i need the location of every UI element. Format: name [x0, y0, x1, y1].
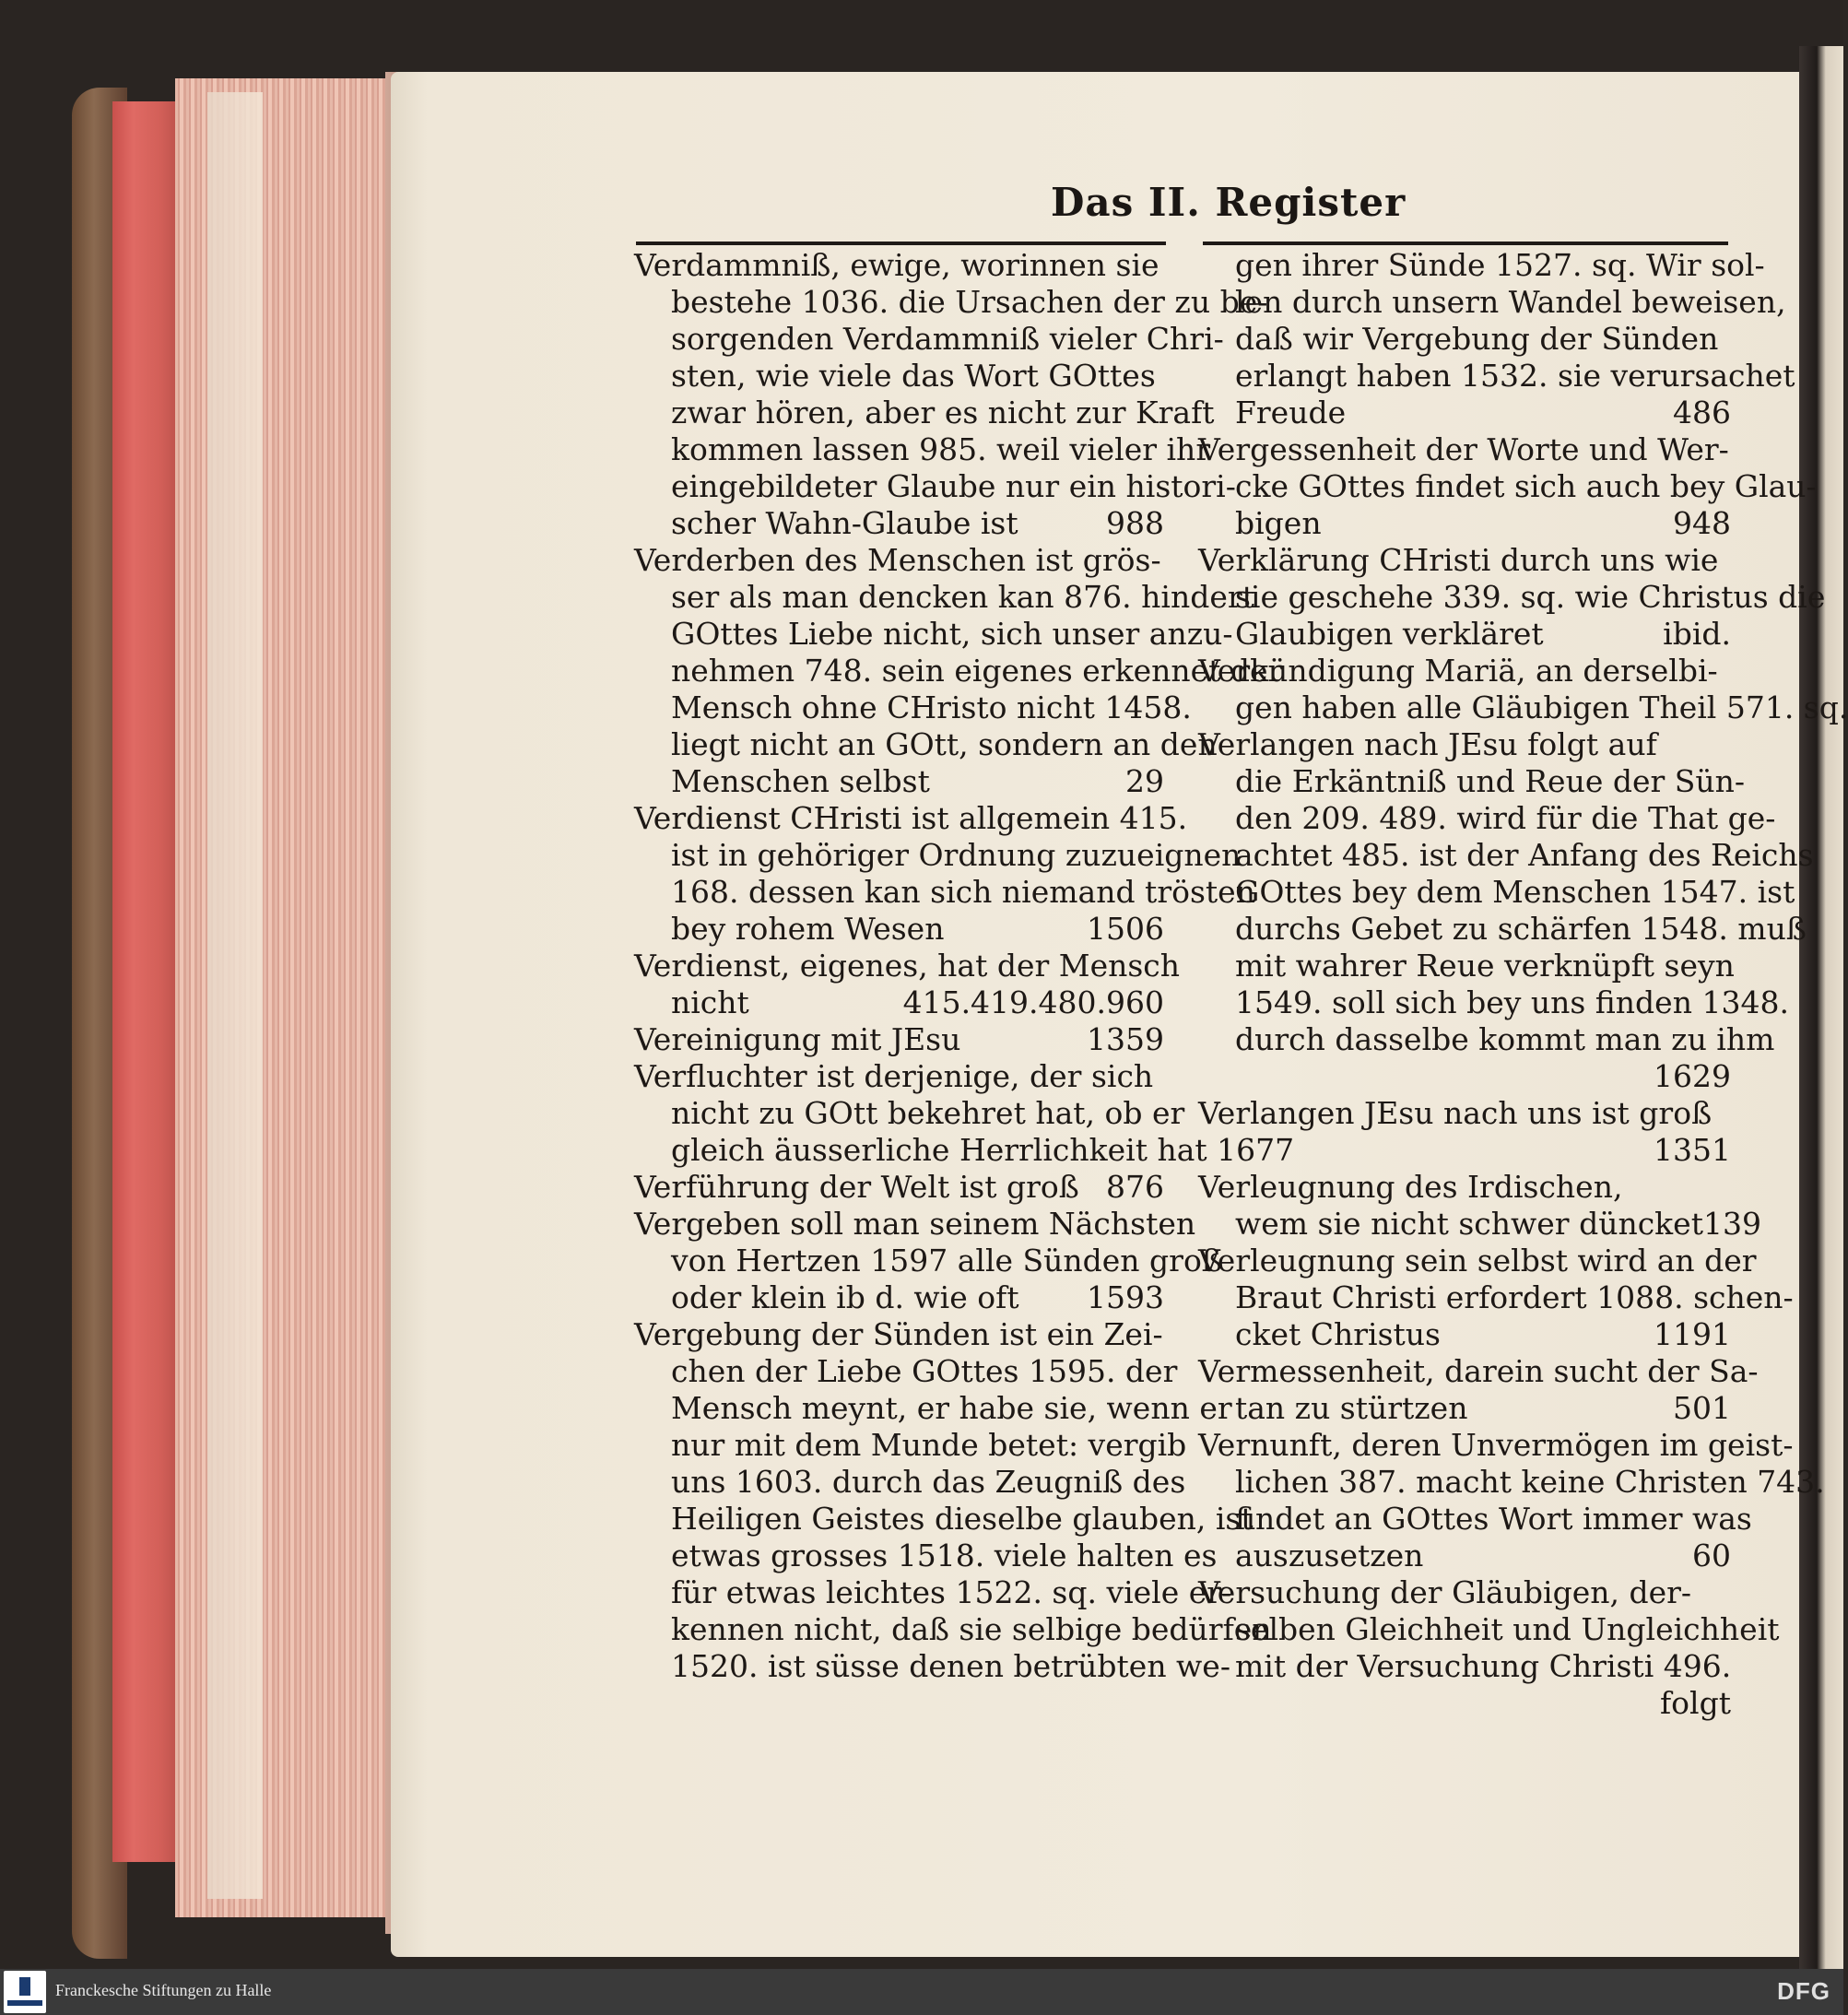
viewer-footer	[0, 1969, 1843, 2015]
index-line-text: Vergessenheit der Worte und Wer-	[1198, 431, 1729, 467]
index-line	[1198, 247, 1765, 284]
index-line-text: bey rohem Wesen	[671, 911, 945, 947]
index-line-text: kennen nicht, daß sie selbige bedürfen	[671, 1611, 1272, 1647]
red-page-edge	[112, 101, 182, 1862]
index-line	[1198, 1058, 1731, 1095]
index-line	[634, 1390, 1232, 1427]
index-line-text: achtet 485. ist der Anfang des Reichs	[1235, 837, 1814, 873]
index-page-number: 1359	[1087, 1021, 1164, 1057]
index-line	[1198, 468, 1817, 505]
index-line-text: bigen	[1235, 505, 1322, 541]
index-line	[634, 1427, 1187, 1464]
index-line-text: bestehe 1036. die Ursachen der zu be-	[671, 284, 1268, 320]
index-line	[1198, 1390, 1731, 1427]
index-page-number: 415.419.480.960	[902, 984, 1164, 1020]
index-line-text: für etwas leichtes 1522. sq. viele er-	[671, 1574, 1232, 1610]
index-line	[634, 837, 1242, 874]
index-line	[1198, 1279, 1794, 1316]
index-line-text: Verlangen JEsu nach uns ist groß	[1198, 1095, 1713, 1131]
index-line-text: zwar hören, aber es nicht zur Kraft	[671, 395, 1215, 430]
index-line-text: Heiligen Geistes dieselbe glauben, ist	[671, 1501, 1254, 1537]
index-line	[1198, 1538, 1731, 1574]
page-block-highlight	[207, 92, 263, 1899]
index-line-text: Verdienst CHristi ist allgemein 415.	[634, 800, 1188, 836]
index-line	[634, 1243, 1222, 1279]
index-line-text: cke GOttes findet sich auch bey Glau-	[1235, 468, 1817, 504]
facing-page-strip	[1799, 46, 1843, 1969]
institution-name: Franckesche Stiftungen zu Halle	[55, 1981, 272, 1999]
index-line	[634, 1132, 1295, 1169]
index-line	[1198, 284, 1786, 321]
index-line	[634, 247, 1164, 284]
index-line	[1198, 874, 1795, 911]
index-line-text: eingebildeter Glaube nur ein histori-	[671, 468, 1236, 504]
index-line-text: len durch unsern Wandel beweisen,	[1235, 284, 1786, 320]
index-line-text: Freude	[1235, 395, 1347, 430]
index-line	[634, 874, 1255, 911]
index-line-text: uns 1603. durch das Zeugniß des	[671, 1464, 1186, 1500]
index-line	[1198, 542, 1731, 579]
index-line-text: chen der Liebe GOttes 1595. der	[671, 1353, 1178, 1389]
index-line	[634, 1501, 1254, 1538]
index-line	[1198, 321, 1731, 358]
index-page-number: 1593	[1087, 1279, 1164, 1315]
index-page-number: 486	[1673, 395, 1731, 430]
index-line	[634, 1464, 1186, 1501]
index-line	[634, 984, 1164, 1021]
index-line	[1198, 1021, 1775, 1058]
index-line-text: nicht zu GOtt bekehret hat, ob er	[671, 1095, 1185, 1131]
index-line-text: Verkündigung Mariä, an derselbi-	[1198, 653, 1718, 689]
index-line-text: auszusetzen	[1235, 1538, 1424, 1573]
index-line	[634, 395, 1215, 431]
index-line	[634, 1206, 1196, 1243]
index-page-number: 876	[1106, 1169, 1164, 1205]
index-line	[634, 1169, 1164, 1206]
index-line	[634, 1058, 1164, 1095]
index-line-text: Versuchung der Gläubigen, der-	[1198, 1574, 1692, 1610]
index-line-text: Vermessenheit, darein sucht der Sa-	[1198, 1353, 1759, 1389]
index-line	[1198, 1574, 1731, 1611]
index-page-number: 1191	[1654, 1316, 1731, 1352]
index-line-text: sten, wie viele das Wort GOttes	[671, 358, 1156, 394]
index-line-text: Braut Christi erfordert 1088. schen-	[1235, 1279, 1794, 1315]
index-line-text: scher Wahn-Glaube ist	[671, 505, 1018, 541]
index-line-text: nur mit dem Munde betet: vergib	[671, 1427, 1187, 1463]
index-line-text: findet an GOttes Wort immer was	[1235, 1501, 1752, 1537]
index-line-text: wem sie nicht schwer düncket	[1235, 1206, 1703, 1242]
index-line-text: kommen lassen 985. weil vieler ihr	[671, 431, 1211, 467]
index-line-text: nicht	[671, 984, 749, 1020]
index-line	[1198, 505, 1731, 542]
index-line-text: Glaubigen verkläret	[1235, 616, 1544, 652]
index-line	[1198, 837, 1814, 874]
index-line	[1198, 431, 1731, 468]
index-line-text: ser als man dencken kan 876. hindert	[671, 579, 1254, 615]
page-header: Das II. Register	[1051, 180, 1407, 225]
index-line-text: sorgenden Verdammniß vieler Chri-	[671, 321, 1224, 357]
header-rule-right	[1203, 242, 1728, 245]
index-line	[634, 1353, 1178, 1390]
index-page-number: 1629	[1654, 1058, 1731, 1094]
index-line	[1198, 653, 1731, 689]
index-line-text: 168. dessen kan sich niemand trösten	[671, 874, 1255, 910]
index-line-text: sie geschehe 339. sq. wie Christus die	[1235, 579, 1826, 615]
index-line	[1198, 1464, 1825, 1501]
index-line-text: Verleugnung sein selbst wird an der	[1198, 1243, 1757, 1279]
index-line-text: gen ihrer Sünde 1527. sq. Wir sol-	[1235, 247, 1765, 283]
index-line	[634, 468, 1236, 505]
index-line-text: GOttes bey dem Menschen 1547. ist	[1235, 874, 1795, 910]
index-line-text: Verlangen nach JEsu folgt auf	[1198, 726, 1657, 762]
index-line	[1198, 1206, 1761, 1243]
index-page-number: folgt	[1659, 1685, 1731, 1721]
index-line	[1198, 1611, 1780, 1648]
index-page-number: 139	[1702, 1206, 1761, 1242]
index-line-text: mit wahrer Reue verknüpft seyn	[1235, 948, 1735, 984]
index-line-text: Verleugnung des Irdischen,	[1198, 1169, 1623, 1205]
index-line	[634, 1574, 1232, 1611]
index-line	[1198, 616, 1731, 653]
index-line	[634, 1095, 1185, 1132]
index-line	[634, 689, 1192, 726]
index-line	[1198, 984, 1789, 1021]
index-line-text: mit der Versuchung Christi 496.	[1235, 1648, 1732, 1684]
index-line	[634, 505, 1164, 542]
index-line-text: von Hertzen 1597 alle Sünden groß	[671, 1243, 1222, 1279]
index-line-text: Verderben des Menschen ist grös-	[634, 542, 1161, 578]
index-line	[1198, 1095, 1731, 1132]
index-page-number: 988	[1106, 505, 1164, 541]
index-line-text: durchs Gebet zu schärfen 1548. muß	[1235, 911, 1807, 947]
index-line	[634, 653, 1283, 689]
index-line	[634, 542, 1164, 579]
index-line-text: cket Christus	[1235, 1316, 1441, 1352]
index-line	[634, 284, 1268, 321]
index-line-text: Vergeben soll man seinem Nächsten	[634, 1206, 1196, 1242]
index-line-text: ist in gehöriger Ordnung zuzueignen	[671, 837, 1242, 873]
index-line-text: tan zu stürtzen	[1235, 1390, 1468, 1426]
index-line	[634, 1279, 1164, 1316]
index-line-text: die Erkäntniß und Reue der Sün-	[1235, 763, 1746, 799]
index-line-text: daß wir Vergebung der Sünden	[1235, 321, 1719, 357]
index-line	[634, 579, 1254, 616]
index-line	[634, 321, 1224, 358]
index-line-text: Vernunft, deren Unvermögen im geist-	[1198, 1427, 1794, 1463]
index-line	[634, 1648, 1230, 1685]
index-line-text: selben Gleichheit und Ungleichheit	[1235, 1611, 1780, 1647]
index-line	[1198, 911, 1807, 948]
index-line-text: 1549. soll sich bey uns finden 1348.	[1235, 984, 1789, 1020]
index-line-text: nehmen 748. sein eigenes erkennet der	[671, 653, 1283, 689]
index-page-number: 1506	[1087, 911, 1164, 947]
index-line-text: Mensch meynt, er habe sie, wenn er	[671, 1390, 1232, 1426]
index-line	[1198, 1132, 1731, 1169]
index-line-text: oder klein ib d. wie oft	[671, 1279, 1019, 1315]
index-line-text: Mensch ohne CHristo nicht 1458.	[671, 689, 1192, 725]
index-line-text: Verklärung CHristi durch uns wie	[1198, 542, 1719, 578]
index-line	[1198, 948, 1735, 984]
index-line-text: lichen 387. macht keine Christen 743.	[1235, 1464, 1825, 1500]
index-line-text: Vereinigung mit JEsu	[634, 1021, 961, 1057]
institution-logo-icon	[4, 1971, 46, 2013]
index-page-number: 948	[1673, 505, 1731, 541]
index-line-text: liegt nicht an GOtt, sondern an den	[671, 726, 1218, 762]
index-line-text: erlangt haben 1532. sie verursachet	[1235, 358, 1795, 394]
index-line-text: durch dasselbe kommt man zu ihm	[1235, 1021, 1775, 1057]
index-line	[1198, 1353, 1759, 1390]
index-page-number: 29	[1125, 763, 1164, 799]
index-line	[634, 358, 1164, 395]
index-line	[634, 911, 1164, 948]
index-line	[634, 1021, 1164, 1058]
right-column	[1198, 247, 1848, 1722]
index-line	[634, 948, 1181, 984]
index-line-text: Vergebung der Sünden ist ein Zei-	[634, 1316, 1163, 1352]
index-line	[1198, 689, 1848, 726]
header-rule-left	[636, 242, 1166, 245]
dfg-logo: DFG	[1777, 1977, 1830, 2005]
index-line-text: Verführung der Welt ist groß	[634, 1169, 1079, 1205]
index-line-text: gen haben alle Gläubigen Theil 571. sq.	[1235, 689, 1848, 725]
index-line-text: Menschen selbst	[671, 763, 930, 799]
index-line	[1198, 395, 1731, 431]
index-line-text: Verfluchter ist derjenige, der sich	[634, 1058, 1154, 1094]
index-line-text: Verdammniß, ewige, worinnen sie	[634, 247, 1159, 283]
index-line	[634, 616, 1233, 653]
index-line	[634, 1611, 1272, 1648]
index-line	[1198, 726, 1731, 763]
index-line	[634, 763, 1164, 800]
index-line-text: 1520. ist süsse denen betrübten we-	[671, 1648, 1230, 1684]
index-page-number: 60	[1692, 1538, 1731, 1573]
index-page-number: ibid.	[1663, 616, 1731, 652]
index-line	[1198, 763, 1746, 800]
index-line	[1198, 1648, 1731, 1685]
index-line	[1198, 358, 1795, 395]
index-line	[1198, 1501, 1752, 1538]
index-line-text: etwas grosses 1518. viele halten es	[671, 1538, 1218, 1573]
index-page-number: 501	[1673, 1390, 1731, 1426]
index-line	[634, 431, 1211, 468]
index-line-text: den 209. 489. wird für die That ge-	[1235, 800, 1776, 836]
index-line	[634, 800, 1188, 837]
index-line	[1198, 1685, 1731, 1722]
index-line-text: GOttes Liebe nicht, sich unser anzu-	[671, 616, 1233, 652]
index-line	[1198, 1427, 1794, 1464]
index-line	[1198, 800, 1776, 837]
index-line	[1198, 1243, 1757, 1279]
index-line	[1198, 1316, 1731, 1353]
index-line-text: Verdienst, eigenes, hat der Mensch	[634, 948, 1181, 984]
index-page-number: 1351	[1654, 1132, 1731, 1168]
index-line	[634, 1316, 1164, 1353]
index-line	[634, 726, 1218, 763]
index-line	[1198, 579, 1826, 616]
index-line	[634, 1538, 1218, 1574]
index-line	[1198, 1169, 1731, 1206]
index-line-text: gleich äusserliche Herrlichkeit hat 1677	[671, 1132, 1295, 1168]
